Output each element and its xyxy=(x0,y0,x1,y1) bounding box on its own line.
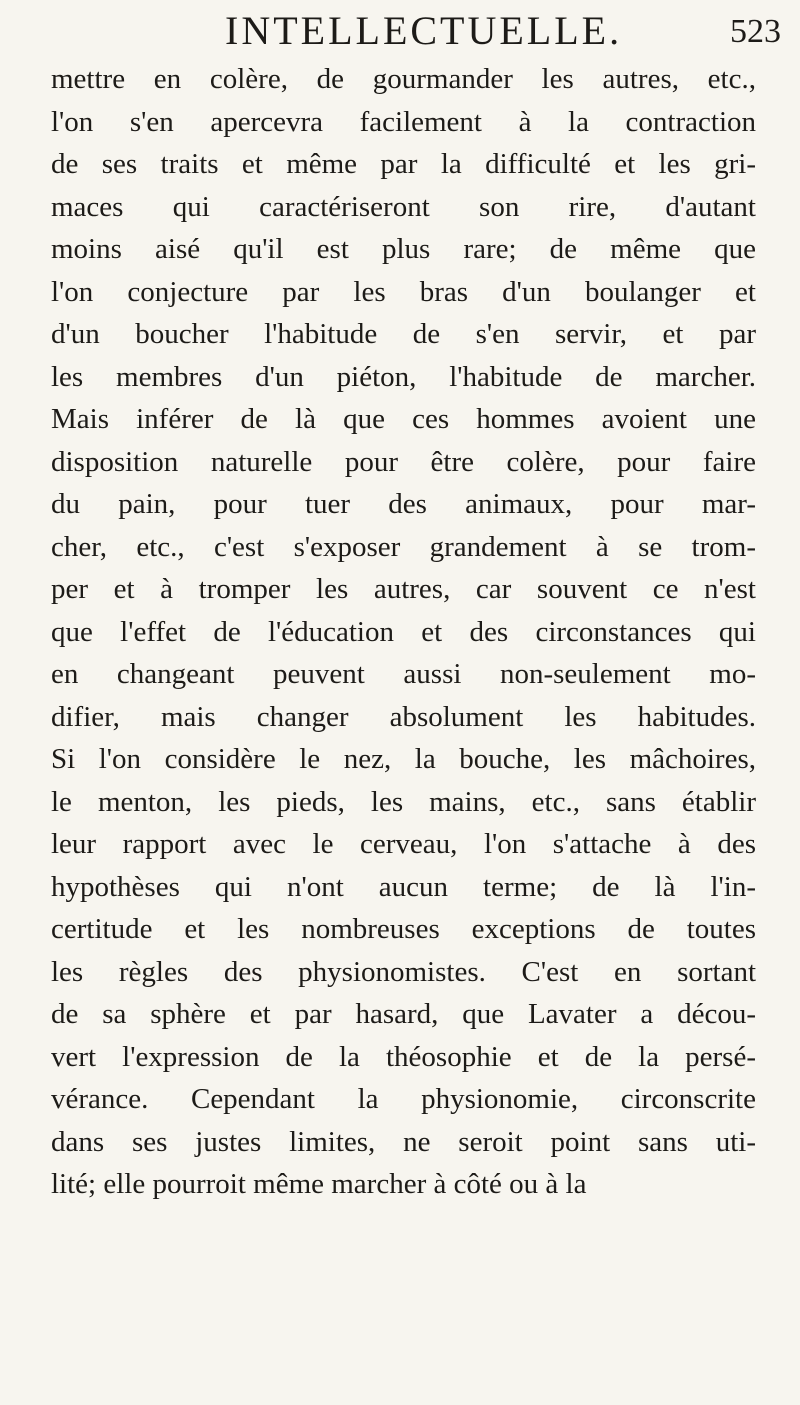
text-line: que l'effet de l'éducation et des circonstances qui xyxy=(51,615,756,648)
text-line: du pain, pour tuer des animaux, pour mar- xyxy=(51,488,756,520)
text-line: mettre en colère, de gourmander les autres, etc., xyxy=(51,63,756,95)
text-line: de sa sphère et par hasard, que Lavater a décou- xyxy=(51,998,756,1030)
running-title: INTELLECTUELLE. xyxy=(225,8,623,53)
text-line: les règles des physionomistes. C'est en sortant xyxy=(51,955,756,988)
text-line: moins aisé qu'il est plus rare; de même que xyxy=(51,233,756,265)
running-head xyxy=(0,6,800,56)
text-line: maces qui caractériseront son rire, d'autant xyxy=(51,190,756,223)
text-line: l'on conjecture par les bras d'un boulanger et xyxy=(51,275,756,308)
text-line: hypothèses qui n'ont aucun terme; de là l'in- xyxy=(51,870,756,903)
text-line: l'on s'en apercevra facilement à la contraction xyxy=(51,105,756,138)
text-line: difier, mais changer absolument les habitudes. xyxy=(51,700,756,733)
text-line: vérance. Cependant la physionomie, circonscrite xyxy=(51,1083,756,1115)
text-line: en changeant peuvent aussi non-seulement mo- xyxy=(51,658,756,690)
text-line: vert l'expression de la théosophie et de la persé- xyxy=(51,1040,756,1073)
text-line: certitude et les nombreuses exceptions de toutes xyxy=(51,913,756,945)
text-line: Mais inférer de là que ces hommes avoient une xyxy=(51,403,756,435)
page-number: 523 xyxy=(730,13,781,50)
text-line: dans ses justes limites, ne seroit point sans uti- xyxy=(51,1125,756,1158)
text-line: de ses traits et même par la difficulté et les gri- xyxy=(51,148,756,180)
body-text xyxy=(51,58,756,1206)
text-line: le menton, les pieds, les mains, etc., sans établir xyxy=(51,785,756,818)
text-line: lité; elle pourroit même marcher à côté ou à la xyxy=(51,1168,587,1200)
text-line: les membres d'un piéton, l'habitude de marcher. xyxy=(51,360,756,393)
text-line: disposition naturelle pour être colère, pour faire xyxy=(51,445,756,478)
text-line: per et à tromper les autres, car souvent ce n'est xyxy=(51,573,756,605)
text-line: Si l'on considère le nez, la bouche, les mâchoires, xyxy=(51,743,756,775)
text-line: cher, etc., c'est s'exposer grandement à se trom- xyxy=(51,530,756,563)
text-line: d'un boucher l'habitude de s'en servir, et par xyxy=(51,318,756,350)
text-line: leur rapport avec le cerveau, l'on s'attache à des xyxy=(51,828,756,860)
